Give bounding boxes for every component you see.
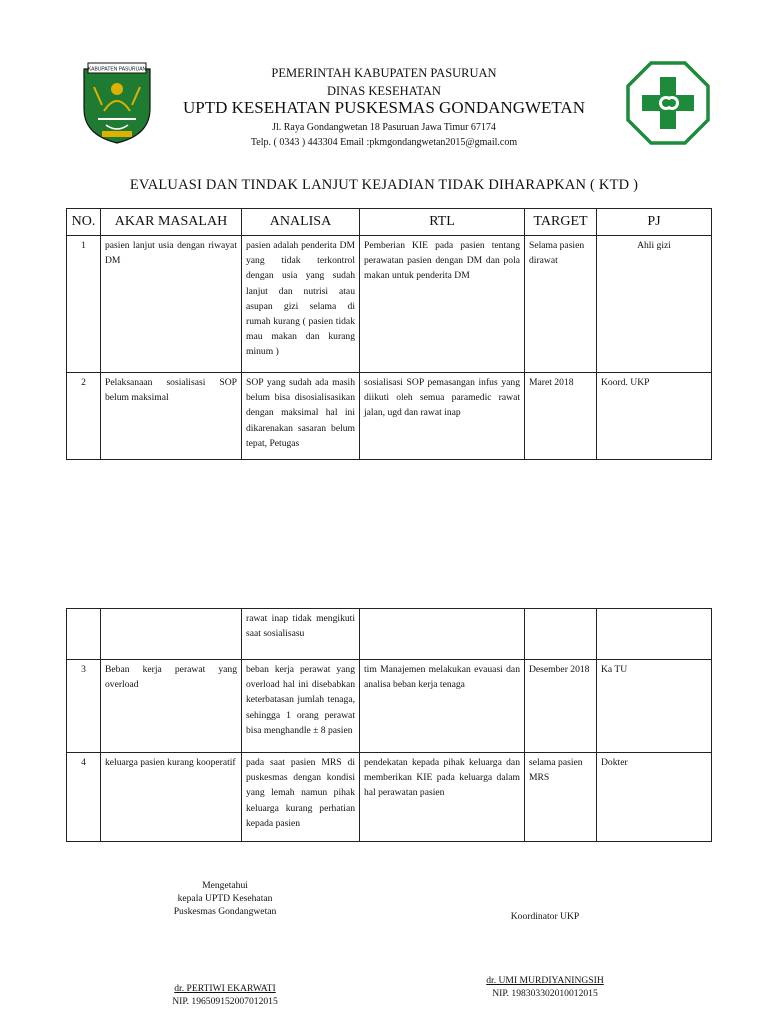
contact-line: Telp. ( 0343 ) 443304 Email :pkmgondangwetan2015@gmail.com (250, 137, 518, 148)
cell-no: 2 (67, 373, 101, 460)
ktd-evaluation-table (66, 208, 712, 460)
header-akar-masalah: AKAR MASALAH (101, 209, 242, 236)
cell-no (67, 609, 101, 660)
kabupaten-pasuruan-logo (80, 61, 154, 145)
government-header: PEMERINTAH KABUPATEN PASURUAN (271, 66, 497, 80)
table-header-row (67, 209, 712, 236)
cell-analisa: SOP yang sudah ada masih belum bisa disosialisasikan dengan maksimal hal ini dikarenakan sasaran belum tepat, Petugas (242, 373, 360, 460)
header-target: TARGET (525, 209, 597, 236)
coordinator-label: Koordinator UKP (510, 911, 580, 922)
cell-rtl: pendekatan kepada pihak keluarga dan memberikan KIE pada keluarga dalam hal perawatan pasien (360, 753, 525, 842)
cell-target: Maret 2018 (525, 373, 597, 460)
cell-analisa: rawat inap tidak mengikuti saat sosialisasu (242, 609, 360, 660)
cell-rtl: sosialisasi SOP pemasangan infus yang diikuti oleh semua paramedic rawat jalan, ugd dan rawat inap (360, 373, 525, 460)
department-header: DINAS KESEHATAN (327, 84, 441, 98)
cell-akar-masalah: Pelaksanaan sosialisasi SOP belum maksimal (101, 373, 242, 460)
ktd-evaluation-table-continued (66, 608, 712, 842)
header-pj: PJ (597, 209, 712, 236)
cell-no: 1 (67, 236, 101, 373)
cell-pj (597, 609, 712, 660)
cell-target: selama pasien MRS (525, 753, 597, 842)
header-analisa: ANALISA (242, 209, 360, 236)
coordinator-signature (460, 975, 630, 1001)
cell-no: 3 (67, 660, 101, 753)
cell-pj: Ahli gizi (597, 236, 712, 373)
table-row (67, 236, 712, 373)
cell-analisa: pasien adalah penderita DM yang tidak terkontrol dengan usia yang sudah lanjut dan nutrisi atau asupan gizi selama di rumah kurang ( pasien tidak mau makan dan kurang minum ) (242, 236, 360, 373)
table-row (67, 373, 712, 460)
cell-target: Selama pasien dirawat (525, 236, 597, 373)
head-nip: NIP. 196509152007012015 (172, 995, 278, 1007)
cell-rtl: Pemberian KIE pada pasien tentang perawatan pasien dengan DM dan pola makan untuk penderita DM (360, 236, 525, 373)
cell-akar-masalah: keluarga pasien kurang kooperatif (101, 753, 242, 842)
cell-no: 4 (67, 753, 101, 842)
coordinator-name: dr. UMI MURDIYANINGSIH (486, 975, 604, 986)
cell-akar-masalah: pasien lanjut usia dengan riwayat DM (101, 236, 242, 373)
table-row (67, 753, 712, 842)
cell-pj: Dokter (597, 753, 712, 842)
cell-analisa: pada saat pasien MRS di puskesmas dengan kondisi yang lemah namun pihak keluarga kurang perhatian kepada pasien (242, 753, 360, 842)
header-rtl: RTL (360, 209, 525, 236)
approval-institution: Puskesmas Gondangwetan (173, 905, 277, 917)
header-no: NO. (67, 209, 101, 236)
head-name: dr. PERTIWI EKARWATI (174, 983, 276, 994)
approval-position: kepala UPTD Kesehatan (177, 892, 273, 904)
head-signature (150, 983, 300, 1009)
institution-header: UPTD KESEHATAN PUSKESMAS GONDANGWETAN (183, 98, 585, 117)
coordinator-nip: NIP. 198303302010012015 (492, 987, 598, 999)
svg-text:KABUPATEN PASURUAN: KABUPATEN PASURUAN (87, 66, 147, 73)
cell-rtl: tim Manajemen melakukan evauasi dan analisa beban kerja tenaga (360, 660, 525, 753)
table-row-continuation (67, 609, 712, 660)
cell-analisa: beban kerja perawat yang overload hal ini disebabkan keterbatasan jumlah tenaga, sehingga 1 orang perawat bisa menghandle ± 8 pasien (242, 660, 360, 753)
document-title: EVALUASI DAN TINDAK LANJUT KEJADIAN TIDAK DIHARAPKAN ( KTD ) (129, 177, 639, 193)
puskesmas-logo (626, 61, 710, 145)
approval-label: Mengetahui (202, 880, 248, 891)
table-row (67, 660, 712, 753)
cell-target: Desember 2018 (525, 660, 597, 753)
cell-pj: Ka TU (597, 660, 712, 753)
cell-akar-masalah (101, 609, 242, 660)
approval-block (150, 880, 300, 918)
cell-pj: Koord. UKP (597, 373, 712, 460)
cell-rtl (360, 609, 525, 660)
cell-target (525, 609, 597, 660)
cell-akar-masalah: Beban kerja perawat yang overload (101, 660, 242, 753)
address-line: Jl. Raya Gondangwetan 18 Pasuruan Jawa Timur 67174 (272, 122, 496, 133)
